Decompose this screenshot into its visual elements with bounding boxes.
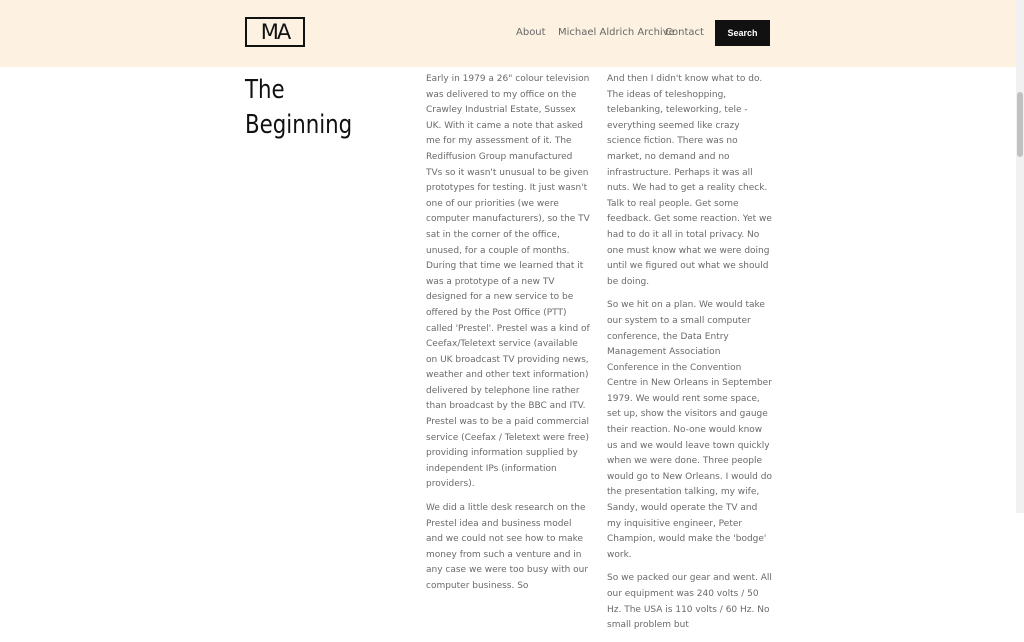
paragraph: So we packed our gear and went. All our equipment was 240 volts / 50 Hz. The USA is 110 volts / 60 Hz. No small problem but [607,573,772,631]
paragraph: Early in 1979 a 26" colour television was delivered to my office on the Crawley Industrial Estate, Sussex UK. With it came a note that asked me for my assessment of it. The Rediffusion Group manufactured TVs so it wasn't unusual to be given prototypes for testing. It just wasn't one of our priorities (we were computer manufacturers), so the TV sat in the corner of the office, unused, for a couple of months. During that time we learned that it was a prototype of a new TV designed for a new service to be offered by the Post Office (PTT) called 'Prestel'. Prestel was a kind of Ceefax/Teletext service (available on UK broadcast TV providing news, weather and other text information) delivered by telephone line rather than broadcast by the BBC and ITV. Prestel was to be a paid commercial service (Ceefax / Teletext were free) providing information supplied by independent IPs (information providers). [426,74,590,490]
nav-archive-link[interactable]: Michael Aldrich Archive [558,27,675,38]
title-line-1: The [245,75,285,105]
paragraph: And then I didn't know what to do. The ideas of teleshopping, telebanking, teleworking, tele - everything seemed like crazy science fiction. There was no market, no demand and no infrastructure. Perhaps it was all nuts. We had to get a reality check. Talk to real people. Get some feedback. Get some reaction. Yet we had to do it all in total privacy. No one must know what we were doing until we figured out what we should be doing. [607,74,772,287]
nav-about-link[interactable]: About [516,27,546,38]
site-header [0,0,1016,67]
logo-text: MA [260,19,290,44]
right-text-column [607,72,772,642]
page-scrollbar[interactable] [1016,0,1024,513]
site-logo[interactable] [245,17,305,47]
nav-contact-link[interactable]: Contact [665,27,704,38]
search-button[interactable]: Search [715,20,770,46]
paragraph: We did a little desk research on the Prestel idea and business model and we could not see how to make money from such a venture and in any case we were too busy with our computer business. So [426,503,589,591]
scrollbar-thumb[interactable] [1017,92,1023,157]
page-title [245,73,368,143]
paragraph: So we hit on a plan. We would take our system to a small computer conference, the Data Entry Management Association Conference in the Convention Centre in New Orleans in September 1979. We would rent some space, set up, show the visitors and gauge their reaction. No-one would know us and we would leave town quickly when we were done. Three people would go to New Orleans. I would do the presentation talking, my wife, Sandy, would operate the TV and my inquisitive engineer, Peter Champion, would make the 'bodge' work. [607,300,772,560]
title-line-2: Beginning [245,110,353,140]
left-text-column [426,72,591,603]
